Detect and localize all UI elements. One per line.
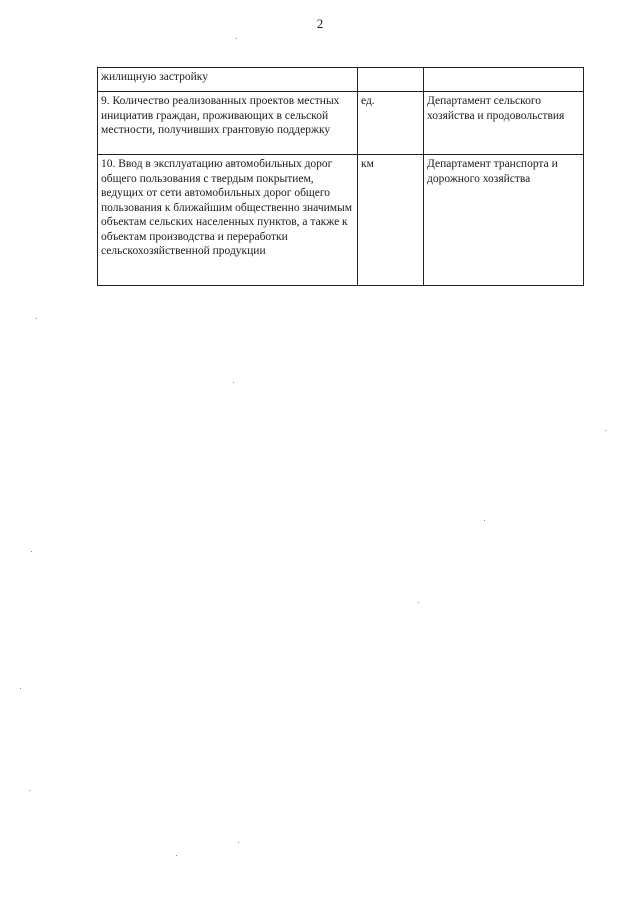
unit-cell bbox=[358, 68, 424, 92]
scan-speck bbox=[20, 688, 21, 689]
page-number: 2 bbox=[316, 16, 324, 31]
scan-speck bbox=[176, 855, 177, 856]
table-row bbox=[98, 92, 584, 155]
unit-cell: ед. bbox=[358, 92, 424, 155]
scan-speck bbox=[418, 602, 419, 603]
scan-speck bbox=[605, 430, 606, 431]
table-row bbox=[98, 68, 584, 92]
unit-cell: км bbox=[358, 155, 424, 286]
scan-speck bbox=[36, 318, 37, 319]
department-cell bbox=[424, 68, 584, 92]
indicator-cell: жилищную застройку bbox=[98, 68, 358, 92]
table-row bbox=[98, 155, 584, 286]
indicators-table bbox=[97, 67, 584, 286]
scan-speck bbox=[233, 382, 234, 383]
department-cell: Департамент транспорта и дорожного хозяйства bbox=[424, 155, 584, 286]
scan-speck bbox=[236, 38, 237, 39]
scan-speck bbox=[484, 520, 485, 521]
scan-speck bbox=[29, 790, 30, 791]
indicator-cell: 10. Ввод в эксплуатацию автомобильных дорог общего пользования с твердым покрытием, ведущих от сети автомобильных дорог общего пользования к ближайшим общественно значимым объектам сельских населенных пунктов, а также к объектам производства и переработки сельскохозяйственной продукции bbox=[98, 155, 358, 286]
scan-speck bbox=[31, 551, 32, 552]
indicator-cell: 9. Количество реализованных проектов местных инициатив граждан, проживающих в сельской местности, получивших грантовую поддержку bbox=[98, 92, 358, 155]
scan-speck bbox=[238, 842, 239, 843]
department-cell: Департамент сельского хозяйства и продовольствия bbox=[424, 92, 584, 155]
